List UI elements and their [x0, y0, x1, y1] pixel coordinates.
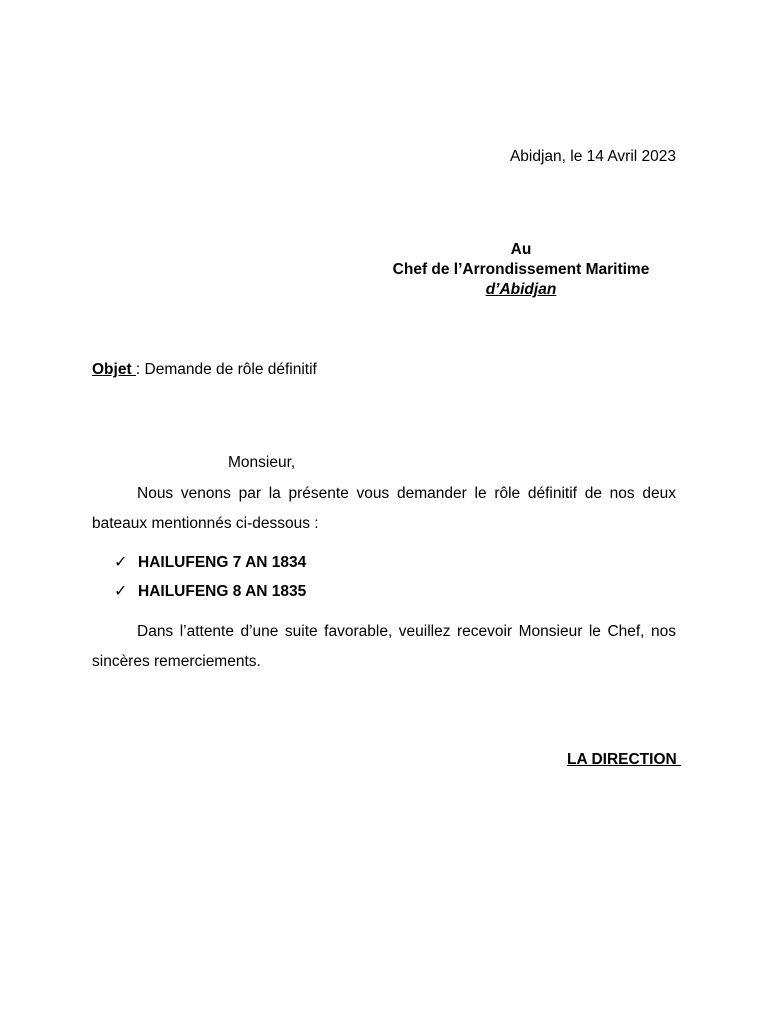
recipient-block: [371, 240, 671, 300]
body-paragraph-request: [92, 479, 676, 539]
signature: LA DIRECTION: [567, 751, 681, 768]
subject-label: Objet: [92, 361, 136, 378]
ship-list-item: [114, 552, 306, 572]
letter-date: Abidjan, le 14 Avril 2023: [509, 148, 676, 165]
body-paragraph-closing-text: Dans l’attente d’une suite favorable, veuillez recevoir Monsieur le Chef, nos sincères remerciements.: [92, 623, 676, 670]
checkmark-icon: ✓: [114, 554, 128, 571]
salutation: Monsieur,: [228, 454, 296, 471]
recipient-line-au: Au: [510, 241, 532, 258]
ship-name: HAILUFENG 7 AN 1834: [138, 554, 307, 571]
body-paragraph-request-text: Nous venons par la présente vous demander le rôle définitif de nos deux bateaux mentionnés ci-dessous :: [92, 485, 676, 532]
recipient-title: Chef de l’Arrondissement Maritime: [392, 261, 650, 278]
body-paragraph-closing: [92, 617, 676, 677]
ship-name: HAILUFENG 8 AN 1835: [138, 583, 307, 600]
recipient-location: d’Abidjan: [485, 281, 557, 298]
ship-list-item: [114, 581, 306, 601]
subject-line: [92, 361, 317, 379]
checkmark-icon: ✓: [114, 583, 128, 600]
subject-text: : Demande de rôle définitif: [135, 361, 317, 378]
